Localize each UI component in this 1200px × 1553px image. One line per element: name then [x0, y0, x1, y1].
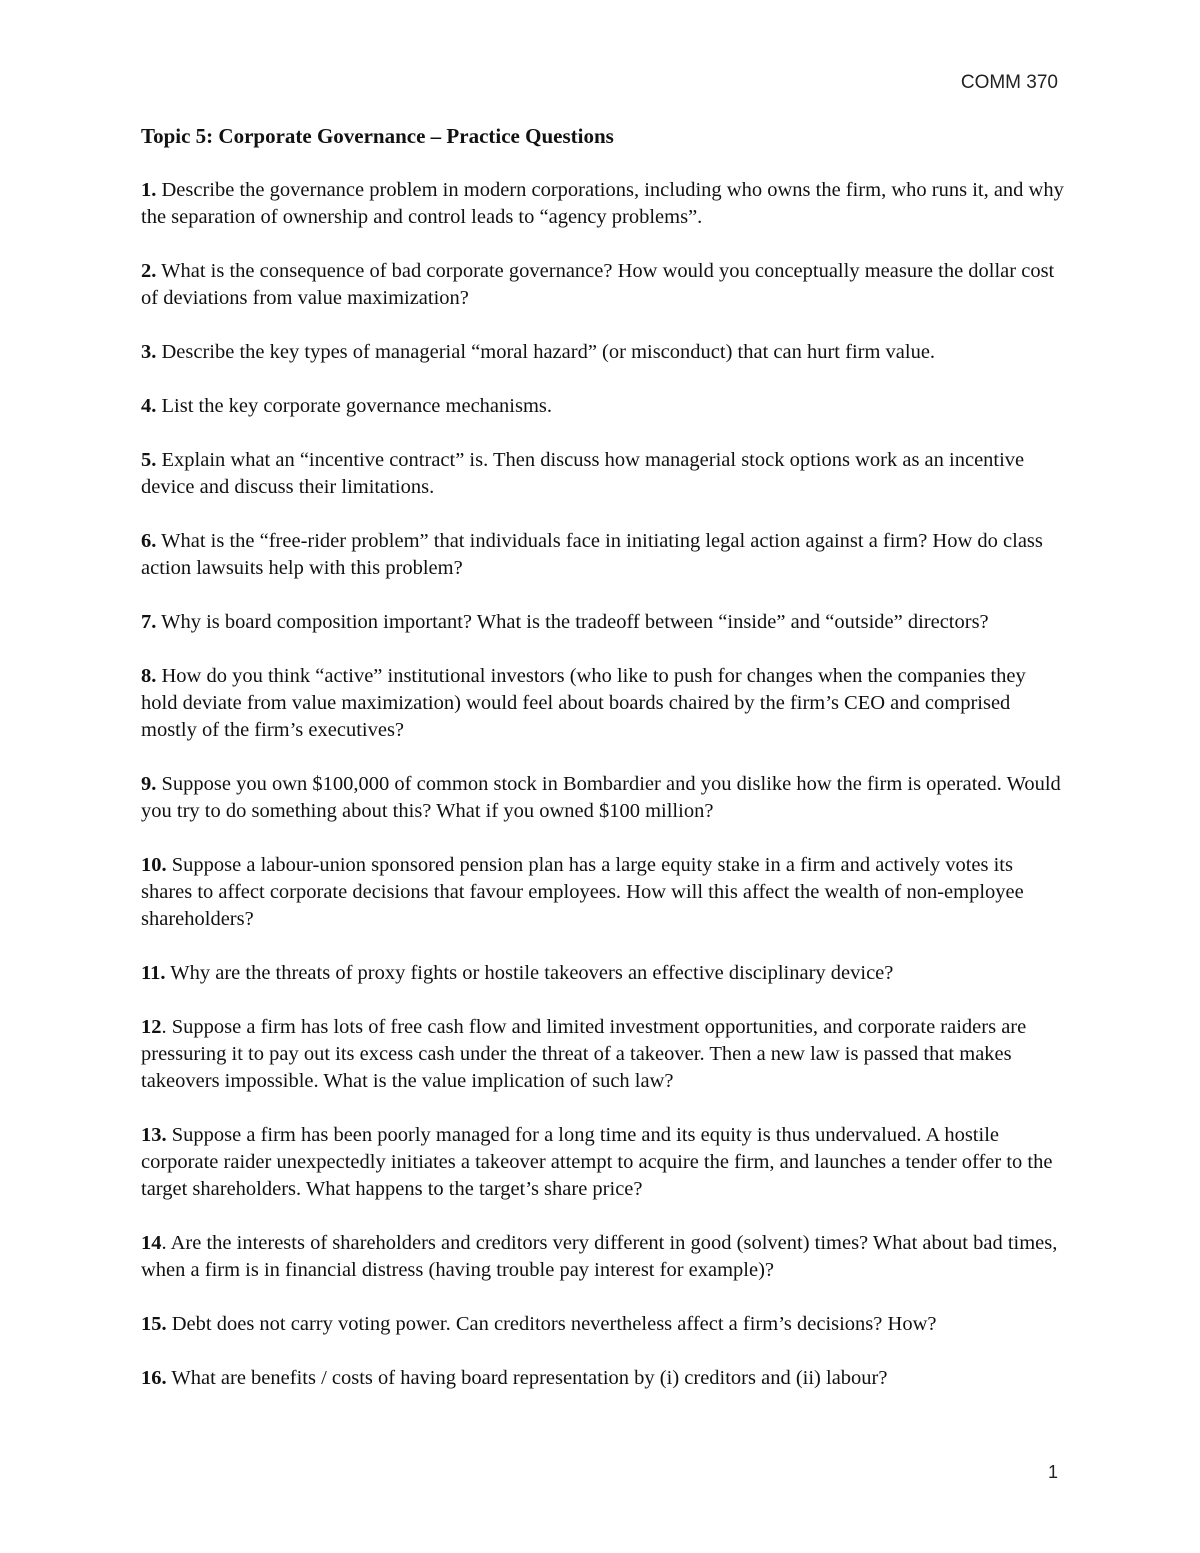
- question-text: Describe the governance problem in modern corporations, including who owns the firm, who runs it, and why the separation of ownership and control leads to “agency problems”.: [141, 179, 1064, 228]
- question-number: 13.: [141, 1124, 167, 1146]
- page-title: Topic 5: Corporate Governance – Practice Questions: [141, 124, 614, 148]
- question-item: [141, 528, 1066, 582]
- question-item: [141, 609, 1066, 636]
- question-item: [141, 960, 1066, 987]
- question-text: Why is board composition important? What is the tradeoff between “inside” and “outside” directors?: [156, 611, 989, 633]
- question-text: What is the consequence of bad corporate governance? How would you conceptually measure the dollar cost of deviations from value maximization?: [141, 260, 1055, 309]
- question-text: Suppose a labour-union sponsored pension plan has a large equity stake in a firm and actively votes its shares to affect corporate decisions that favour employees. How will this affect the wealth of non-employee shareholders?: [141, 854, 1024, 930]
- question-item: [141, 177, 1066, 231]
- question-number: 12: [141, 1016, 162, 1038]
- question-item: [141, 447, 1066, 501]
- question-text: Suppose you own $100,000 of common stock in Bombardier and you dislike how the firm is operated. Would you try to do something about this? What if you owned $100 million?: [141, 773, 1061, 822]
- question-item: [141, 339, 1066, 366]
- question-item: [141, 1230, 1066, 1284]
- question-number: 11.: [141, 962, 166, 984]
- course-header: COMM 370: [960, 72, 1058, 93]
- question-item: [141, 393, 1066, 420]
- question-item: [141, 1014, 1066, 1095]
- question-item: [141, 852, 1066, 933]
- question-list: [141, 177, 1066, 1419]
- question-number: 9.: [141, 773, 157, 795]
- question-number: 14: [141, 1232, 162, 1254]
- question-text: How do you think “active” institutional investors (who like to push for changes when the companies they hold deviate from value maximization) would feel about boards chaired by the firm’s CEO and comprised mostly of the firm’s executives?: [141, 665, 1026, 741]
- question-item: [141, 258, 1066, 312]
- question-item: [141, 1365, 1066, 1392]
- question-text: . Are the interests of shareholders and creditors very different in good (solvent) times? What about bad times, when a firm is in financial distress (having trouble pay interest for example)?: [141, 1232, 1058, 1281]
- question-number: 7.: [141, 611, 157, 633]
- question-number: 1.: [141, 179, 157, 201]
- page-number: 1: [1047, 1462, 1058, 1482]
- question-number: 2.: [141, 260, 157, 282]
- question-item: [141, 1311, 1066, 1338]
- question-text: What is the “free-rider problem” that individuals face in initiating legal action against a firm? How do class action lawsuits help with this problem?: [141, 530, 1043, 579]
- question-text: What are benefits / costs of having board representation by (i) creditors and (ii) labour?: [166, 1367, 888, 1389]
- question-item: [141, 771, 1066, 825]
- question-text: . Suppose a firm has lots of free cash flow and limited investment opportunities, and corporate raiders are pressuring it to pay out its excess cash under the threat of a takeover. Then a new law is passed that makes takeovers impossible. What is the value implication of such law?: [141, 1016, 1027, 1092]
- question-item: [141, 1122, 1066, 1203]
- question-text: Describe the key types of managerial “moral hazard” (or misconduct) that can hurt firm value.: [156, 341, 936, 363]
- question-number: 15.: [141, 1313, 167, 1335]
- question-number: 5.: [141, 449, 157, 471]
- question-text: Suppose a firm has been poorly managed for a long time and its equity is thus undervalued. A hostile corporate raider unexpectedly initiates a takeover attempt to acquire the firm, and launches a tender offer to the target shareholders. What happens to the target’s share price?: [141, 1124, 1053, 1200]
- question-number: 4.: [141, 395, 157, 417]
- question-text: Explain what an “incentive contract” is. Then discuss how managerial stock options work as an incentive device and discuss their limitations.: [141, 449, 1025, 498]
- question-number: 8.: [141, 665, 157, 687]
- question-item: [141, 663, 1066, 744]
- question-number: 10.: [141, 854, 167, 876]
- question-number: 16.: [141, 1367, 167, 1389]
- question-text: Debt does not carry voting power. Can creditors nevertheless affect a firm’s decisions? How?: [166, 1313, 937, 1335]
- question-text: Why are the threats of proxy fights or hostile takeovers an effective disciplinary device?: [165, 962, 894, 984]
- question-number: 6.: [141, 530, 157, 552]
- question-text: List the key corporate governance mechanisms.: [156, 395, 552, 417]
- question-number: 3.: [141, 341, 157, 363]
